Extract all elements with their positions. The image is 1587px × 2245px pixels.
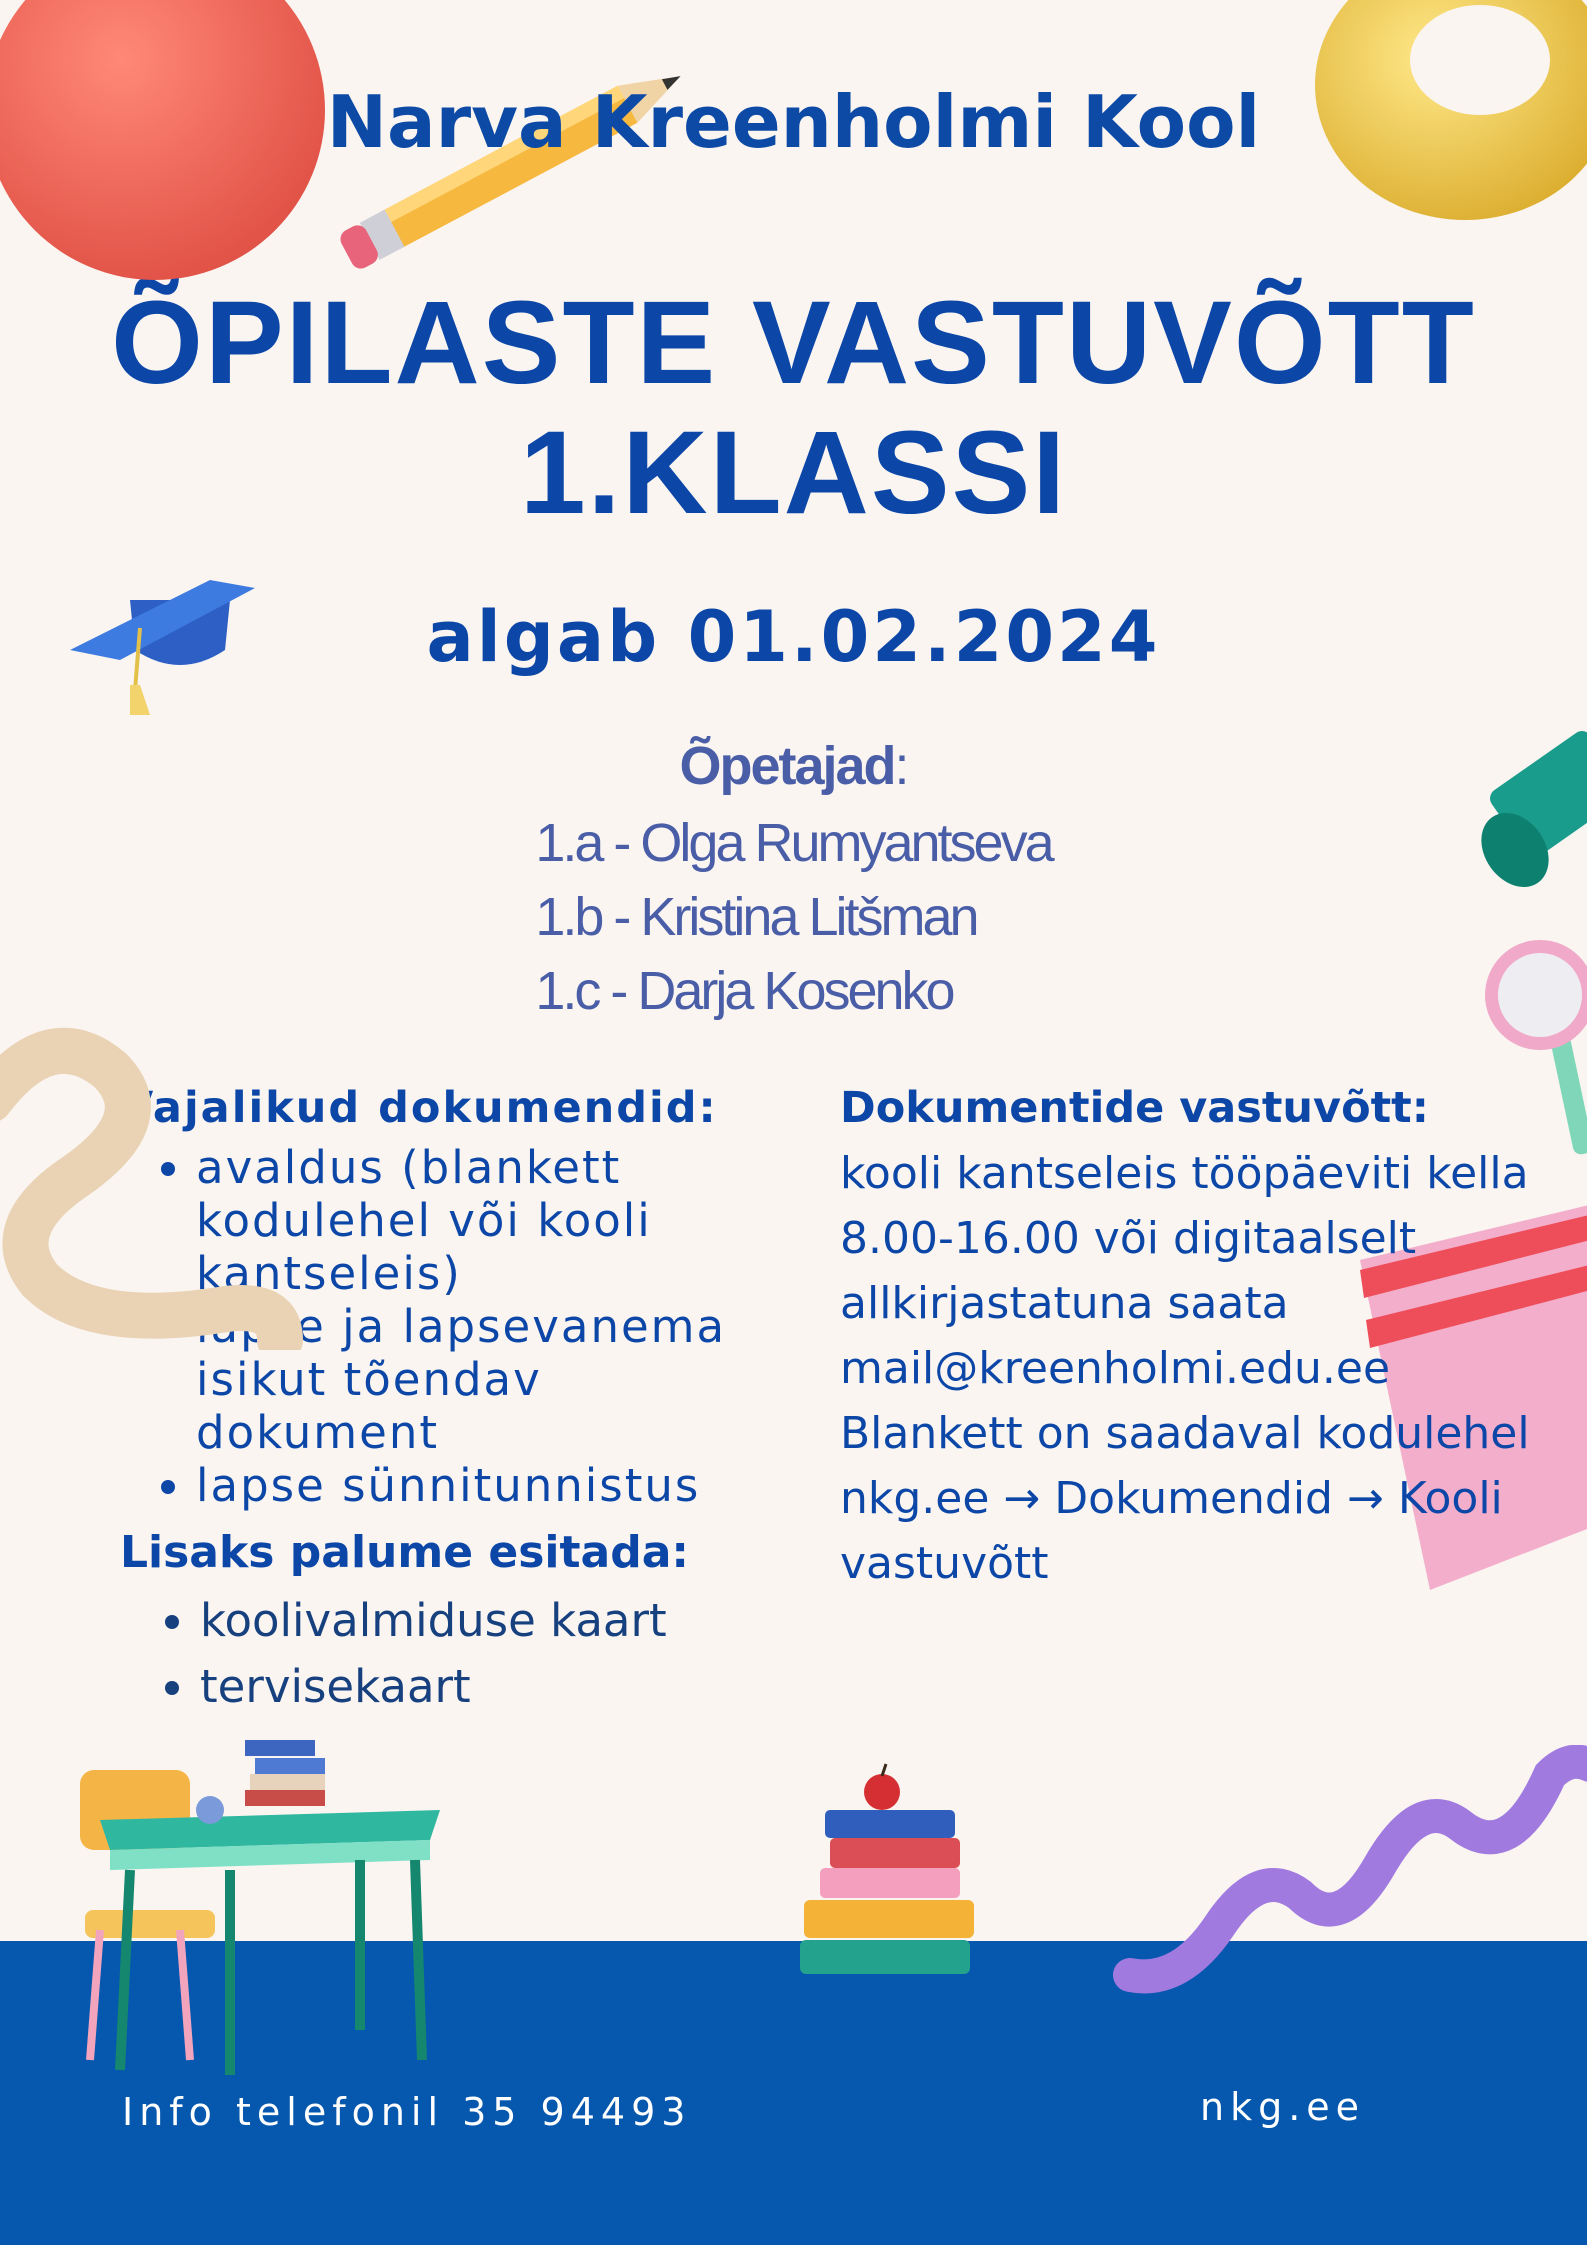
submission-path: nkg.ee → Dokumendid → Kooli	[840, 1473, 1503, 1524]
document-item: • avaldus (blankett kodulehel või kooli kantseleis)	[196, 1141, 760, 1300]
submission-line: 8.00-16.00 või digitaalselt	[840, 1213, 1417, 1264]
cylinder-icon	[1470, 720, 1587, 920]
submission-section	[840, 1075, 1540, 1596]
additional-heading: Lisaks palume esitada:	[120, 1527, 689, 1578]
book-stack-icon	[790, 1760, 990, 1990]
submission-line: Blankett on saadaval kodulehel	[840, 1408, 1530, 1459]
additional-list	[120, 1588, 760, 1720]
footer-phone: Info telefonil 35 94493	[122, 2090, 692, 2134]
start-date: algab 01.02.2024	[426, 596, 1161, 678]
teacher-item: 1.a - Olga Rumyantseva	[535, 813, 1052, 873]
document-item: • lapse ja lapsevanema isikut tõendav dokument	[196, 1300, 760, 1459]
submission-line: vastuvõtt	[840, 1538, 1049, 1589]
submission-line: kooli kantseleis tööpäeviti kella	[840, 1148, 1529, 1199]
documents-heading: Vajalikud dokumendid:	[120, 1083, 718, 1133]
teacher-item: 1.c - Darja Kosenko	[535, 961, 953, 1021]
teachers-section	[0, 726, 1587, 1028]
additional-item: • koolivalmiduse kaart	[200, 1588, 760, 1654]
teacher-item: 1.b - Kristina Litšman	[535, 887, 977, 947]
squiggle-icon	[0, 1010, 310, 1350]
school-name: Narva Kreenholmi Kool	[326, 80, 1261, 164]
submission-email: mail@kreenholmi.edu.ee	[840, 1343, 1391, 1394]
additional-item: • tervisekaart	[200, 1654, 760, 1720]
desk-icon	[60, 1730, 450, 2080]
submission-body	[840, 1141, 1540, 1596]
headline-line-1: ÕPILASTE VASTUVÕTT	[111, 277, 1476, 409]
footer-website: nkg.ee	[1200, 2085, 1366, 2129]
submission-line: allkirjastatuna saata	[840, 1278, 1289, 1329]
graduation-cap-icon	[60, 540, 270, 730]
wave-icon	[1110, 1745, 1587, 2005]
headline-line-2: 1.KLASSI	[519, 407, 1068, 539]
teachers-heading: Õpetajad:	[679, 736, 908, 796]
teachers-list	[535, 806, 1051, 1028]
document-item: • lapse sünnitunnistus	[196, 1459, 760, 1512]
poster-headline	[0, 278, 1587, 538]
submission-heading: Dokumentide vastuvõtt:	[840, 1083, 1429, 1133]
